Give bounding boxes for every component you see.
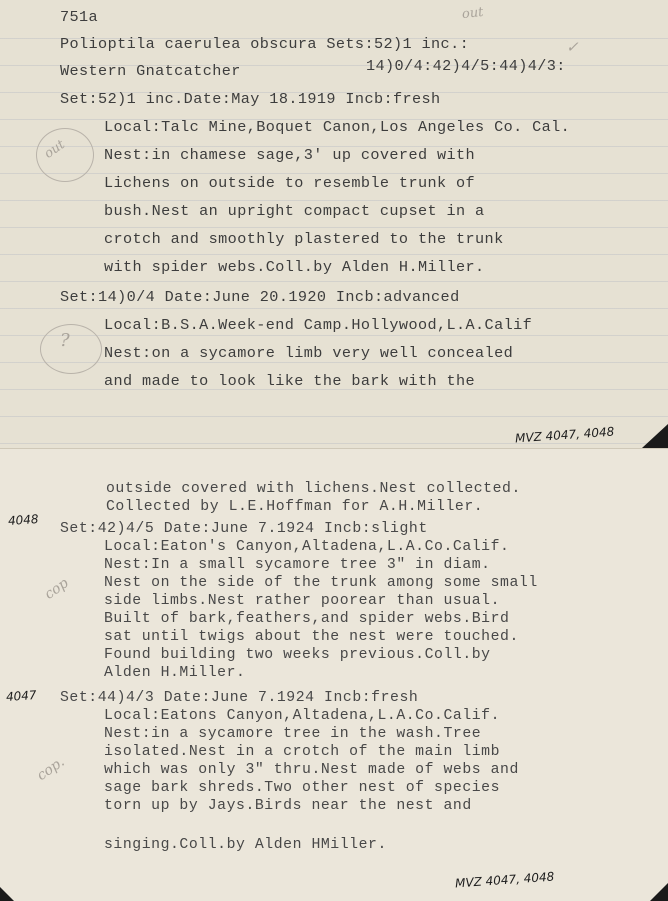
pencil-note-cop: cop (41, 575, 72, 603)
set-header-52: Set:52)1 inc.Date:May 18.1919 Incb:fresh (60, 90, 441, 108)
locality-14: Local:B.S.A.Week-end Camp.Hollywood,L.A.Calif (104, 316, 533, 334)
pencil-question-mark: ? (60, 330, 70, 351)
set-header-42: Set:42)4/5 Date:June 7.1924 Incb:slight (60, 521, 428, 537)
nest-line: side limbs.Nest rather poorear than usual. (104, 593, 501, 609)
nest-line: sat until twigs about the nest were touched. (104, 629, 519, 645)
nest-line: which was only 3" thru.Nest made of webs and (104, 762, 519, 778)
locality-44: Local:Eatons Canyon,Altadena,L.A.Co.Calif. (104, 708, 501, 724)
pencil-note-cop: cop. (34, 753, 68, 785)
species-name: Polioptila caerulea obscura Sets:52)1 inc.: (60, 35, 470, 53)
nest-line: Nest:in a sycamore tree in the wash.Tree (104, 726, 482, 742)
nest-line: sage bark shreds.Two other nest of species (104, 780, 501, 796)
set-header-44: Set:44)4/3 Date:June 7.1924 Incb:fresh (60, 690, 419, 706)
sets-summary: 14)0/4:42)4/5:44)4/3: (366, 57, 566, 75)
nest-line: bush.Nest an upright compact cupset in a (104, 202, 485, 220)
nest-line: Nest:In a small sycamore tree 3" in diam. (104, 557, 491, 573)
card-corner (642, 424, 668, 448)
card-number: 751a (60, 8, 99, 26)
nest-line: and made to look like the bark with the (104, 372, 476, 390)
nest-line: torn up by Jays.Birds near the nest and (104, 798, 472, 814)
handwritten-set-number: 4048 (7, 511, 39, 529)
locality-52: Local:Talc Mine,Boquet Canon,Los Angeles Co. Cal. (104, 118, 571, 136)
nest-line: with spider webs.Coll.by Alden H.Miller. (104, 258, 485, 276)
pencil-note-out: out (461, 4, 485, 23)
set-header-14: Set:14)0/4 Date:June 20.1920 Incb:advanced (60, 288, 460, 306)
nest-line: Built of bark,feathers,and spider webs.Bird (104, 611, 510, 627)
locality-42: Local:Eaton's Canyon,Altadena,L.A.Co.Calif. (104, 539, 510, 555)
handwritten-set-number: 4047 (5, 687, 37, 705)
common-name: Western Gnatcatcher (60, 62, 241, 80)
catalog-number: MVZ 4047, 4048 (514, 424, 615, 446)
catalog-number: MVZ 4047, 4048 (454, 869, 555, 891)
collector-line: Alden H.Miller. (104, 665, 246, 681)
collector-line: singing.Coll.by Alden HMiller. (104, 837, 387, 853)
nest-line: isolated.Nest in a crotch of the main limb (104, 744, 501, 760)
bottom-index-card (0, 448, 668, 901)
nest-line: Lichens on outside to resemble trunk of (104, 174, 476, 192)
collector-line: Collected by L.E.Hoffman for A.H.Miller. (106, 499, 484, 515)
nest-line: Nest:in chamese sage,3' up covered with (104, 146, 476, 164)
pencil-circle (40, 324, 102, 374)
nest-line: crotch and smoothly plastered to the trunk (104, 230, 504, 248)
nest-line: outside covered with lichens.Nest collected. (106, 481, 521, 497)
pencil-note-out-circled: out (41, 137, 68, 162)
pencil-check-mark: ✓ (566, 38, 579, 56)
nest-line: Nest:on a sycamore limb very well concealed (104, 344, 514, 362)
nest-line: Found building two weeks previous.Coll.by (104, 647, 491, 663)
card-corner (0, 887, 14, 901)
top-index-card (0, 0, 668, 448)
nest-line: Nest on the side of the trunk among some small (104, 575, 538, 591)
card-corner (650, 883, 668, 901)
